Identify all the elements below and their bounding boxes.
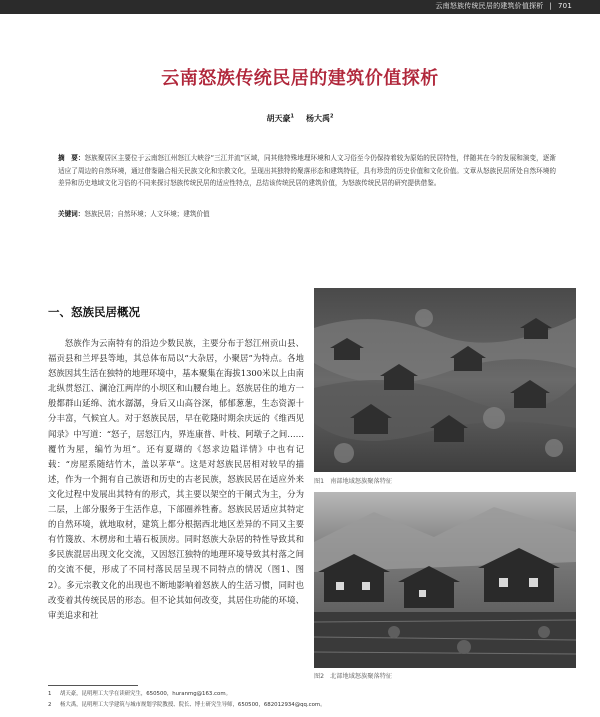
figure-2-photo	[314, 492, 576, 668]
author-name: 杨大禹	[306, 114, 330, 123]
keywords-text: 怒族民居；自然环境；人文环境；建筑价值	[84, 210, 210, 218]
abstract-label: 摘 要：	[58, 154, 85, 162]
figure-number: 图1	[314, 478, 325, 485]
author-mark: 2	[330, 113, 334, 120]
footnote	[48, 689, 568, 700]
footnote-number: 1	[48, 691, 52, 697]
body-paragraph: 怒族作为云南特有的沿边少数民族，主要分布于怒江州贡山县、福贡县和兰坪县等地，其总体布局以“大杂居，小聚居”为特点。各地怒族因其生活在独特的地理环境中，基本聚集在海拔1300米以上由南北纵贯怒江、澜沧江两岸的小坝区和山腰台地上。怒族居住的地方一般都群山延绵、流水潺潺，身后又山高谷深，郁郁葱葱，生态资源十分丰富，气候宜人。对于怒族民居，早在乾隆时期余庆远的《维西见闻录》中写道：“怒子，居怒江内，界连康普、叶枝、阿墩子之间……覆竹为屋，编竹为垣”。还有夏瑚的《怒求边隘详情》中也有记载：“房屋系随结竹木，盖以茅草”。这是对怒族民居相对较早的描述，作为一个拥有自己族语和历史的古老民族，怒族民居在适应外来文化过程中发展出其特有的形式，其主要以架空的干阑式为主，分为二层，上部分服务于生活作息，下部圈养牲畜。怒族民居适应其特定的自然环境，就地取材，建筑上都分根据西北地区差异的不同又主要有竹篾放、木楞房和土墙石板顶房。同时怒族大杂居的特性导致其和多民族混居出现文化交流，又因怒江独特的地理环境导致其村落之间的交流不便，形成了不同村落民居呈现不同特点的情况（图1、图2）。多元宗教文化的出现也不断地影响着怒族人的生活习惯，同时也改变着其传统民居的形态。但不论其如何改变，其居住功能的环境、审美追求和社	[48, 338, 304, 620]
section-heading: 一、怒族民居概况	[48, 305, 140, 319]
keywords	[58, 208, 556, 220]
footnote	[48, 700, 568, 711]
figure-1-image	[314, 288, 576, 472]
figure-2-caption	[314, 671, 392, 680]
footnote-text: 胡天豪，昆明理工大学在读研究生，650500，huranmg@163.com。	[60, 691, 231, 697]
header-separator: |	[549, 2, 553, 10]
figure-1-photo	[314, 288, 576, 472]
figure-2-image	[314, 492, 576, 668]
abstract-text: 怒族聚居区主要位于云南怒江州怒江大峡谷“三江并流”区域，同其他特殊地理环境和人文习俗至今仍保持着较为原始的民居特性，伴随其在今的发展和演变，逐渐适应了周边的自然环境，通过借鉴融合相关民族文化和宗教文化，呈现出其独特的聚落形态和建筑特征，具有珍贵的历史价值和文化价值。文章从怒族民居所处自然环境的差异和历史地域文化习俗的不同来探讨怒族传统民居的适应性特点，总结该传统民居的建筑价值，为怒族传统民居的研究提供借鉴。	[58, 154, 556, 187]
footnotes	[48, 689, 568, 711]
figure-1-caption	[314, 476, 392, 485]
article-title: 云南怒族传统民居的建筑价值探析	[161, 68, 439, 89]
author-name: 胡天豪	[266, 114, 291, 123]
author-mark: 1	[290, 113, 294, 120]
figure-number: 图2	[314, 673, 325, 680]
footnote-rule	[48, 685, 138, 686]
running-title: 云南怒族传统民居的建筑价值探析	[435, 2, 544, 10]
footnote-text: 杨大禹，昆明理工大学建筑与城市规划学院教授、院长、博士研究生导师，650500，682012934@qq.com。	[60, 702, 326, 708]
abstract	[58, 152, 556, 190]
footnote-number: 2	[48, 702, 52, 708]
running-header	[435, 1, 572, 11]
keywords-label: 关键词：	[58, 210, 85, 218]
author-line	[0, 113, 600, 124]
page-number: 701	[558, 2, 572, 10]
figure-caption-text: 南部地域怒族聚落特征	[330, 478, 392, 485]
figure-caption-text: 北部地域怒族聚落特征	[330, 673, 392, 680]
